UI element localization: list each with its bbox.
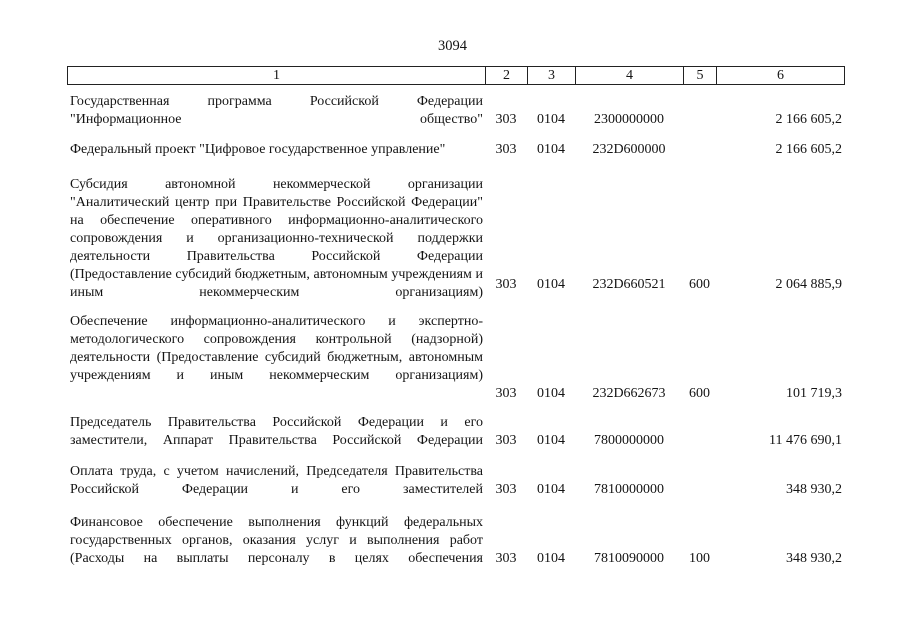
row-amount: 11 476 690,1: [769, 433, 842, 448]
row-description: Финансовое обеспечение выполнения функций федеральных государственных органов, оказания услуг и выполнения работ (Расходы на выплаты персоналу в целях обеспечения: [70, 515, 483, 566]
row-amount: 348 930,2: [786, 551, 842, 566]
table-row: [0, 93, 905, 129]
row-target-article: 7810000000: [594, 482, 664, 497]
row-section-code: 0104: [537, 112, 565, 127]
row-ministry-code: 303: [495, 142, 517, 157]
row-ministry-code: 303: [495, 386, 517, 401]
row-target-article: 7810090000: [594, 551, 664, 566]
row-section-code: 0104: [537, 142, 565, 157]
row-amount: 101 719,3: [786, 386, 842, 401]
column-header-1: 1: [68, 67, 486, 85]
table-row: [0, 313, 905, 403]
row-expense-type: 600: [689, 277, 710, 292]
row-section-code: 0104: [537, 386, 565, 401]
row-ministry-code: 303: [495, 112, 517, 127]
column-header-4: 4: [576, 67, 684, 85]
row-description: Председатель Правительства Российской Федерации и его заместители, Аппарат Правительства Российской Федерации: [70, 415, 483, 448]
page-number: 3094: [438, 38, 467, 54]
row-amount: 2 166 605,2: [775, 112, 842, 127]
row-target-article: 232D662673: [592, 386, 666, 401]
table-row: [0, 514, 905, 568]
table-row: [0, 414, 905, 450]
row-amount: 348 930,2: [786, 482, 842, 497]
row-expense-type: 600: [689, 386, 710, 401]
row-expense-type: 100: [689, 551, 710, 566]
row-target-article: 2300000000: [594, 112, 664, 127]
column-header-6: 6: [717, 67, 845, 85]
table-row: [0, 141, 905, 159]
row-target-article: 232D600000: [592, 142, 666, 157]
row-amount: 2 064 885,9: [775, 277, 842, 292]
row-ministry-code: 303: [495, 482, 517, 497]
row-section-code: 0104: [537, 551, 565, 566]
row-description: Субсидия автономной некоммерческой организации "Аналитический центр при Правительстве Российской Федерации" на обеспечение оперативного информационно-аналитического сопровождения и организационно-технической поддержки деятельности Правительства Российской Федерации (Предоставление субсидий бюджетным, автономным учреждениям и иным некоммерческим организациям): [70, 177, 483, 300]
column-header-5: 5: [684, 67, 717, 85]
row-ministry-code: 303: [495, 277, 517, 292]
column-header-row: [67, 66, 845, 85]
row-description: Оплата труда, с учетом начислений, Председателя Правительства Российской Федерации и его заместителей: [70, 464, 483, 497]
table-row: [0, 176, 905, 300]
row-section-code: 0104: [537, 482, 565, 497]
row-target-article: 7800000000: [594, 433, 664, 448]
row-section-code: 0104: [537, 277, 565, 292]
row-ministry-code: 303: [495, 551, 517, 566]
row-amount: 2 166 605,2: [775, 142, 842, 157]
row-ministry-code: 303: [495, 433, 517, 448]
row-description: Государственная программа Российской Федерации "Информационное общество": [70, 94, 483, 127]
row-description: Федеральный проект "Цифровое государственное управление": [70, 142, 446, 157]
row-description: Обеспечение информационно-аналитического и экспертно-методологического сопровождения контрольной (надзорной) деятельности (Предоставление субсидий бюджетным, автономным учреждениям и иным некоммерческим организациям): [70, 314, 483, 383]
table-row: [0, 463, 905, 499]
row-section-code: 0104: [537, 433, 565, 448]
column-header-2: 2: [486, 67, 528, 85]
column-header-3: 3: [528, 67, 576, 85]
row-target-article: 232D660521: [592, 277, 666, 292]
